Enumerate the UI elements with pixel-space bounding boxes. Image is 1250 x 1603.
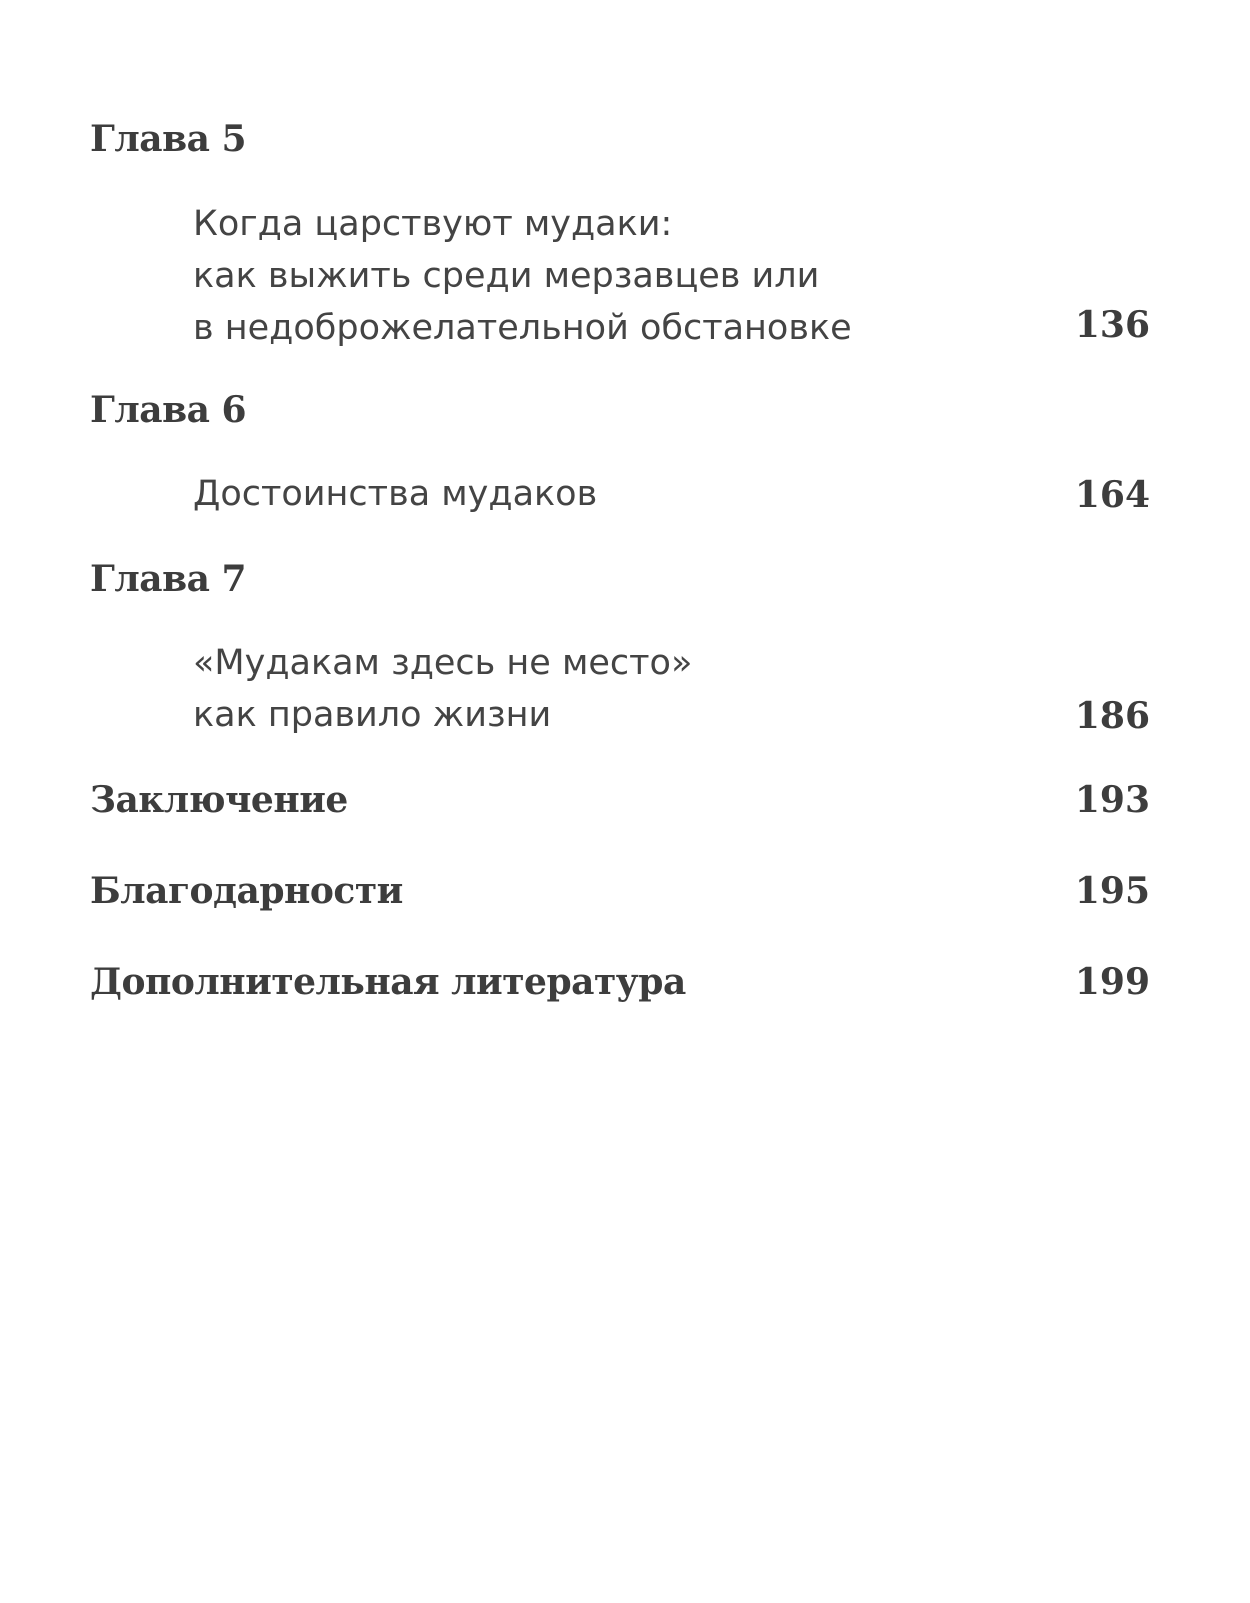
conclusion-page-number: 193 <box>1074 779 1150 821</box>
further-reading-page-number: 199 <box>1074 961 1150 1003</box>
chapter-7-page-number: 186 <box>1074 695 1150 737</box>
acknowledgements-heading: Благодарности <box>90 870 403 912</box>
chapter-7-title <box>193 637 692 741</box>
chapter-5-title <box>193 198 852 354</box>
conclusion-heading: Заключение <box>90 779 348 821</box>
chapter-6-title <box>193 468 597 520</box>
chapter-6-page-number: 164 <box>1074 474 1150 516</box>
chapter-5-page-number: 136 <box>1074 304 1150 346</box>
chapter-7-title-line: «Мудакам здесь не место» <box>193 643 693 683</box>
chapter-5-title-line: как выжить среди мерзавцев или <box>193 256 820 296</box>
acknowledgements-page-number: 195 <box>1074 870 1150 912</box>
chapter-5-title-line: Когда царствуют мудаки: <box>193 204 673 244</box>
further-reading-heading: Дополнительная литература <box>90 961 686 1003</box>
chapter-5-title-line: в недоброжелательной обстановке <box>193 308 852 348</box>
chapter-5-heading: Глава 5 <box>90 118 246 160</box>
chapter-6-heading: Глава 6 <box>90 389 246 431</box>
chapter-7-title-line: как правило жизни <box>193 695 552 735</box>
chapter-7-heading: Глава 7 <box>90 558 246 600</box>
chapter-6-title-line: Достоинства мудаков <box>193 474 598 514</box>
